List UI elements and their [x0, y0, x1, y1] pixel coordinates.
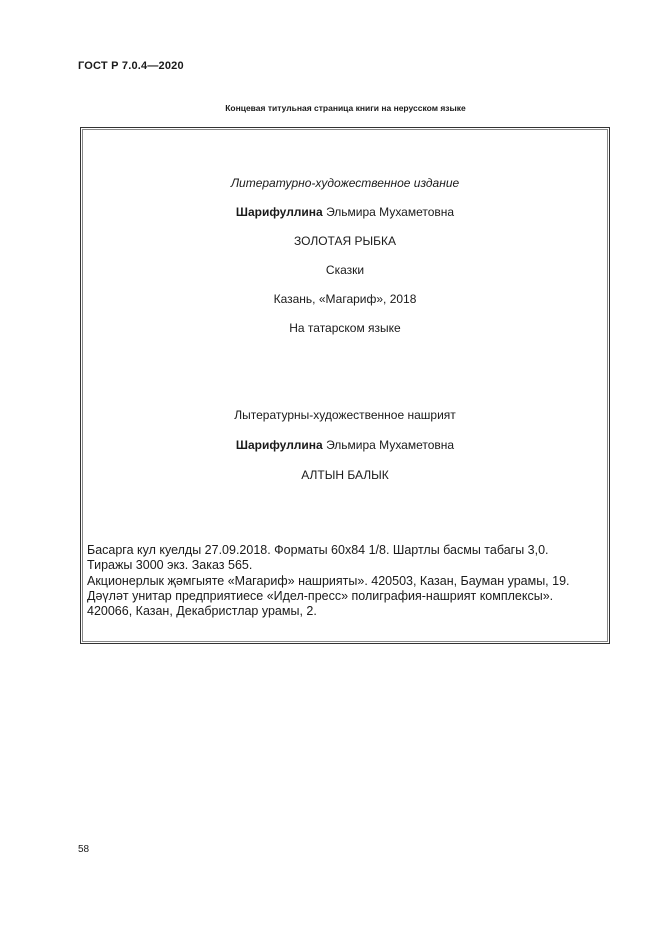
output-data-line: Тиражы 3000 экз. Заказ 565. [87, 558, 253, 573]
author-line-ru [80, 205, 610, 219]
genre-ru: Сказки [325, 263, 365, 277]
edition-type-ru: Литературно-художественное издание [230, 176, 460, 190]
author-surname-ru: Шарифуллина [235, 205, 323, 219]
output-data-line: Акционерлык җәмгыяте «Магариф» нашрияты». 420503, Казан, Бауман урамы, 19. [87, 573, 570, 588]
document-code: ГОСТ Р 7.0.4—2020 [78, 60, 184, 72]
author-name-tt: Эльмира Мухаметовна [322, 438, 455, 452]
output-data-line: Басарга кул куелды 27.09.2018. Форматы 60х84 1/8. Шартлы басмы табагы 3,0. [87, 543, 549, 557]
author-name-ru: Эльмира Мухаметовна [322, 205, 455, 219]
language-note: На татарском языке [289, 321, 401, 335]
author-line-tt [80, 438, 610, 452]
output-data-line: 420066, Казан, Декабристлар урамы, 2. [87, 604, 317, 619]
author-surname-tt: Шарифуллина [235, 438, 323, 452]
figure-caption: Концевая титульная страница книги на нерусском языке [225, 103, 466, 113]
book-title-ru: ЗОЛОТАЯ РЫБКА [294, 234, 396, 248]
edition-type-tt: Лытературны-художественное нашрият [234, 408, 456, 422]
book-title-tt: АЛТЫН БАЛЫК [301, 468, 389, 482]
page-number: 58 [78, 844, 90, 855]
output-data-block [87, 543, 607, 619]
publisher-imprint-ru: Казань, «Магариф», 2018 [273, 292, 417, 306]
output-data-line: Дәүләт унитар предприятиесе «Идел-пресс» полиграфия-нашрият комплексы». [87, 588, 554, 603]
